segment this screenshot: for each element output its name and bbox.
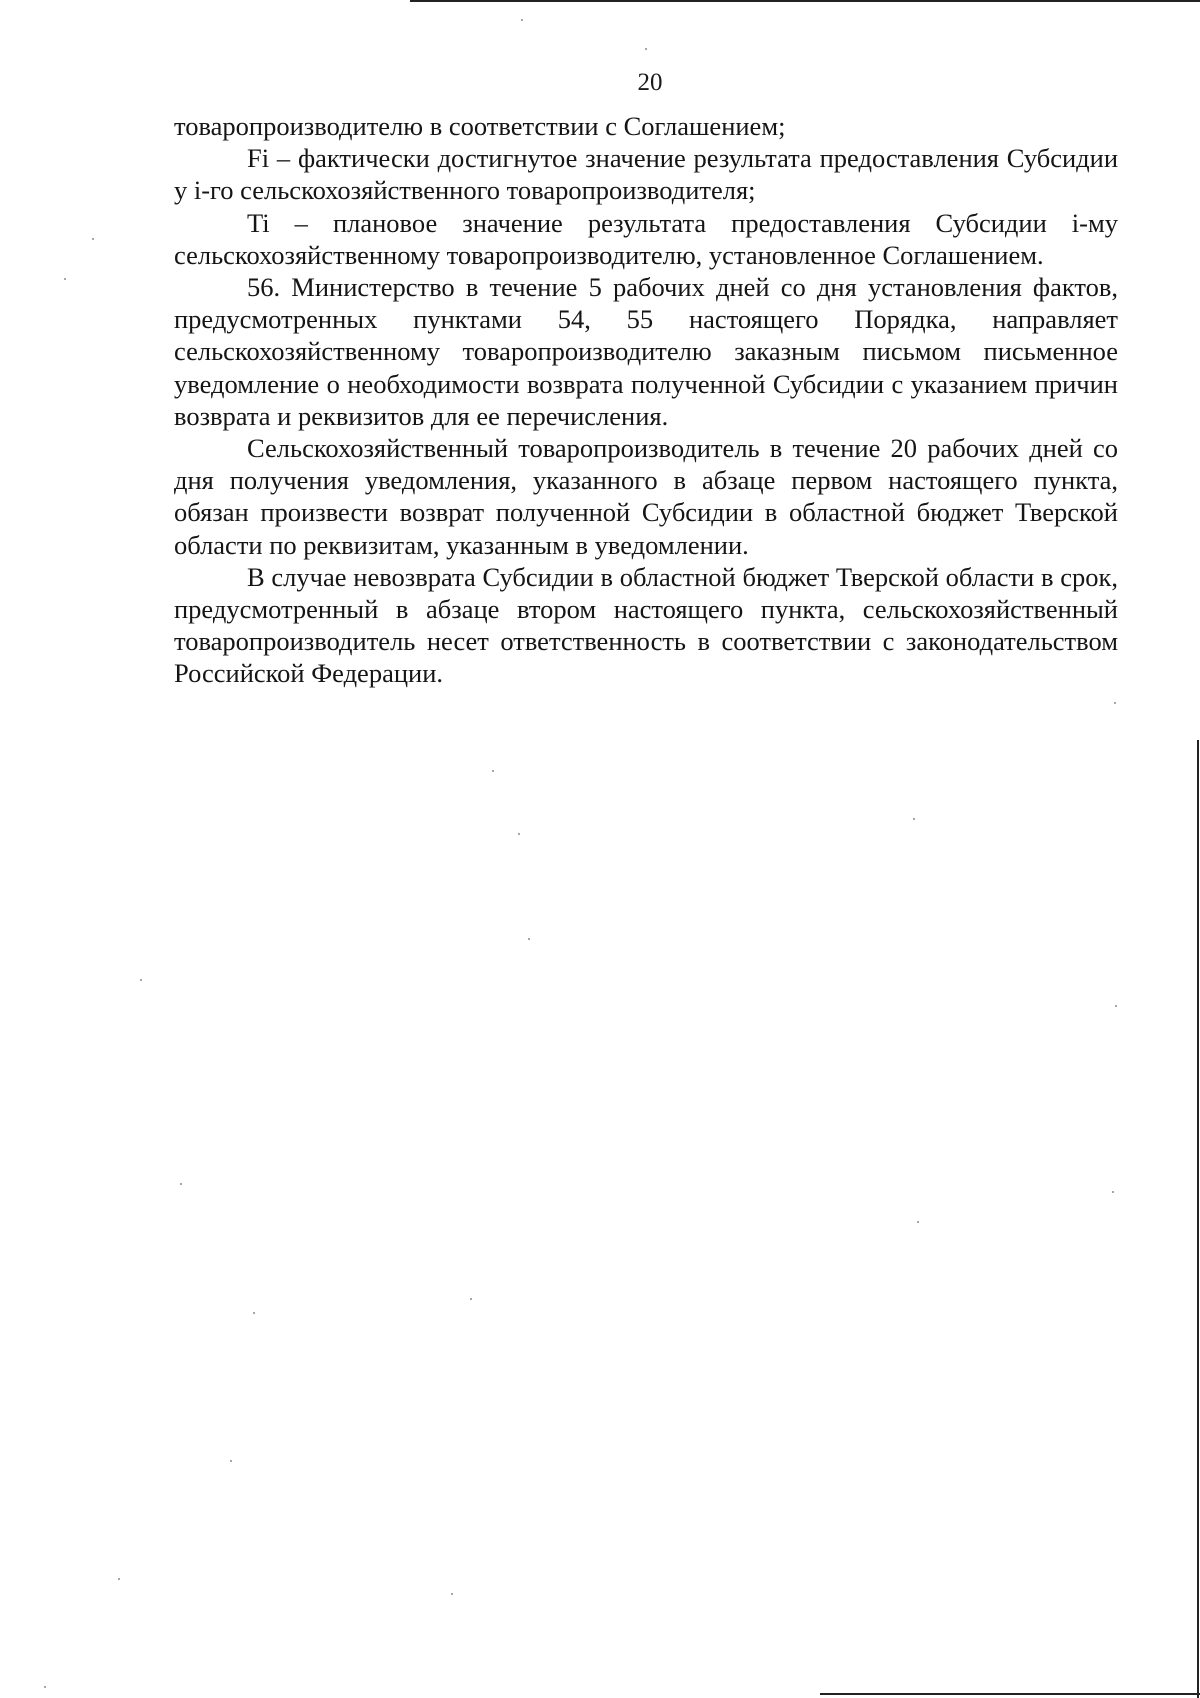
scan-speck bbox=[470, 1298, 472, 1300]
scan-speck bbox=[118, 1578, 120, 1580]
page-number: 20 bbox=[637, 69, 663, 96]
scan-speck bbox=[1114, 702, 1116, 704]
paragraph-fi-definition: Fi – фактически достигнутое значение результата предоставления Субсидии у i-го сельскохозяйственного товаропроизводителя; bbox=[174, 143, 1118, 206]
scan-speck bbox=[917, 1221, 919, 1223]
paragraph-item-56: 56. Министерство в течение 5 рабочих дней со дня установления фактов, предусмотренных пунктами 54, 55 настоящего Порядка, направляет сельскохозяйственному товаропроизводителю заказным письмом письменное уведомление о необходимости возврата полученной Субсидии с указанием причин возврата и реквизитов для ее перечисления. bbox=[174, 272, 1118, 431]
scan-speck bbox=[492, 770, 494, 772]
scan-speck bbox=[521, 19, 523, 21]
scan-speck bbox=[230, 1460, 232, 1462]
scan-speck bbox=[645, 48, 647, 50]
scan-speck bbox=[44, 1686, 46, 1688]
scan-speck bbox=[1115, 1005, 1117, 1007]
paragraph-non-return-liability: В случае невозврата Субсидии в областной бюджет Тверской области в срок, предусмотренный в абзаце втором настоящего пункта, сельскохозяйственный товаропроизводитель несет ответственность в соответствии с законодательством Российской Федерации. bbox=[174, 561, 1118, 689]
scan-speck bbox=[528, 938, 530, 940]
scan-edge-bottom bbox=[820, 1693, 1200, 1695]
scan-speck bbox=[1112, 1191, 1114, 1193]
scan-speck bbox=[451, 1593, 453, 1595]
scan-edge-top bbox=[410, 0, 1200, 2]
scan-speck bbox=[92, 238, 94, 240]
paragraph-return-obligation: Сельскохозяйственный товаропроизводитель в течение 20 рабочих дней со дня получения уведомления, указанного в абзаце первом настоящего пункта, обязан произвести возврат полученной Субсидии в областной бюджет Тверской области по реквизитам, указанным в уведомлении. bbox=[174, 433, 1118, 560]
scan-speck bbox=[913, 818, 915, 820]
scan-edge-right bbox=[1197, 740, 1199, 1698]
scan-speck bbox=[64, 278, 66, 280]
scan-speck bbox=[180, 1183, 182, 1185]
paragraph-ti-definition: Ti – плановое значение результата предоставления Субсидии i-му сельскохозяйственному товаропроизводителю, установленное Соглашением. bbox=[174, 207, 1118, 270]
scan-speck bbox=[253, 1312, 255, 1314]
scan-speck bbox=[140, 979, 142, 981]
paragraph-continuation: товаропроизводителю в соответствии с Соглашением; bbox=[174, 111, 786, 141]
scan-speck bbox=[518, 833, 520, 835]
document-body bbox=[174, 110, 1118, 690]
